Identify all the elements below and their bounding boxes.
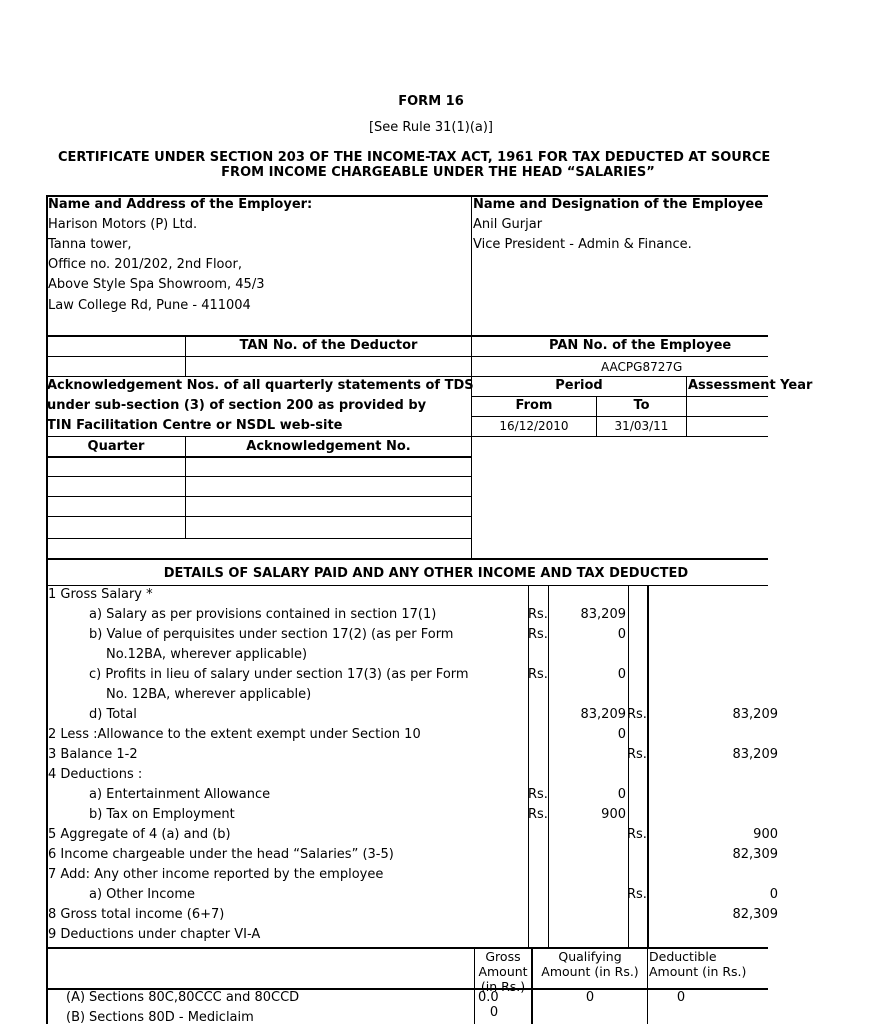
detail-row-label: 7 Add: Any other income reported by the employee bbox=[48, 867, 384, 882]
employer-address-line: Above Style Spa Showroom, 45/3 bbox=[48, 277, 265, 292]
pan-employee-label: PAN No. of the Employee bbox=[549, 338, 732, 353]
detail-row-label: 6 Income chargeable under the head “Salaries” (3-5) bbox=[48, 847, 394, 862]
rs-label: Rs. bbox=[627, 827, 647, 842]
detail-row-label: a) Salary as per provisions contained in section 17(1) bbox=[89, 607, 437, 622]
detail-row-label: d) Total bbox=[89, 707, 137, 722]
ch6-code: (A) bbox=[66, 990, 86, 1005]
certificate-title-line2: FROM INCOME CHARGEABLE UNDER THE HEAD “SALARIES” bbox=[221, 165, 655, 180]
table-left-border bbox=[46, 195, 48, 1024]
employer-address-line: Law College Rd, Pune - 411004 bbox=[48, 298, 251, 313]
divider-details bbox=[46, 558, 768, 560]
period-label: Period bbox=[555, 378, 603, 393]
ch6-gross: 0.0 bbox=[478, 990, 499, 1005]
detail-row-label: 3 Balance 1-2 bbox=[48, 747, 138, 762]
detail-total: 83,209 bbox=[732, 707, 778, 722]
ack-no-label: Acknowledgement No. bbox=[246, 439, 411, 454]
period-to-value: 31/03/11 bbox=[614, 419, 669, 433]
employer-address-line: Harison Motors (P) Ltd. bbox=[48, 217, 198, 232]
rs-label: Rs. bbox=[528, 607, 548, 622]
rs-label: Rs. bbox=[528, 787, 548, 802]
detail-amount: 83,209 bbox=[580, 707, 626, 722]
employee-name: Anil Gurjar bbox=[473, 217, 543, 232]
deductible-amount-label: Deductible Amount (in Rs.) bbox=[649, 949, 747, 979]
detail-row-label: 1 Gross Salary * bbox=[48, 587, 153, 602]
ch6-label: Sections 80C,80CCC and 80CCD bbox=[89, 990, 300, 1005]
certificate-title-line1: CERTIFICATE UNDER SECTION 203 OF THE INCOME-TAX ACT, 1961 FOR TAX DEDUCTED AT SOURCE bbox=[58, 150, 771, 165]
rs-label: Rs. bbox=[528, 667, 548, 682]
detail-amount: 0 bbox=[617, 727, 626, 742]
rule-reference: [See Rule 31(1)(a)] bbox=[368, 120, 494, 135]
ack-line1: Acknowledgement Nos. of all quarterly statements of TDS bbox=[47, 378, 474, 393]
employer-heading: Name and Address of the Employer: bbox=[48, 197, 313, 212]
gross-amount-label: Gross Amount (in Rs.) bbox=[478, 949, 528, 994]
employee-heading: Name and Designation of the Employee bbox=[473, 197, 764, 212]
employer-address-line: Tanna tower, bbox=[48, 237, 132, 252]
ch6-gross: 0 bbox=[489, 1005, 499, 1020]
quarter-label: Quarter bbox=[87, 439, 145, 454]
detail-amount: 0 bbox=[617, 667, 626, 682]
qualifying-amount-label: Qualifying Amount (in Rs.) bbox=[541, 949, 639, 979]
rs-label: Rs. bbox=[627, 887, 647, 902]
rs-label: Rs. bbox=[528, 807, 548, 822]
ch6-label: Sections 80D - Mediclaim bbox=[89, 1010, 254, 1025]
detail-total: 0 bbox=[769, 887, 778, 902]
detail-row-label: a) Entertainment Allowance bbox=[89, 787, 271, 802]
ack-line2: under sub-section (3) of section 200 as provided by bbox=[47, 398, 427, 413]
ch6-code: (B) bbox=[66, 1010, 86, 1025]
detail-total: 900 bbox=[753, 827, 778, 842]
period-to-label: To bbox=[633, 398, 650, 413]
tan-deductor-label: TAN No. of the Deductor bbox=[239, 338, 418, 353]
detail-row-label: b) Value of perquisites under section 17(2) (as per Form bbox=[89, 627, 454, 642]
rs-label: Rs. bbox=[528, 627, 548, 642]
detail-row-label: 5 Aggregate of 4 (a) and (b) bbox=[48, 827, 231, 842]
detail-row-label: b) Tax on Employment bbox=[89, 807, 235, 822]
pan-employee-value: AACPG8727G bbox=[601, 360, 683, 374]
column-divider-main bbox=[471, 196, 472, 558]
rs-label: Rs. bbox=[627, 747, 647, 762]
detail-total: 82,309 bbox=[732, 847, 778, 862]
form-title: FORM 16 bbox=[398, 94, 464, 109]
detail-total: 82,309 bbox=[732, 907, 778, 922]
ch6-qualifying: 0 bbox=[585, 990, 595, 1005]
ch6-deductible: 0 bbox=[676, 990, 686, 1005]
detail-row-label: No. 12BA, wherever applicable) bbox=[106, 687, 312, 702]
details-heading: DETAILS OF SALARY PAID AND ANY OTHER INCOME AND TAX DEDUCTED bbox=[163, 566, 689, 581]
assessment-year-label: Assessment Year bbox=[688, 378, 813, 393]
detail-amount: 900 bbox=[601, 807, 626, 822]
detail-amount: 83,209 bbox=[580, 607, 626, 622]
detail-row-label: 8 Gross total income (6+7) bbox=[48, 907, 225, 922]
period-from-label: From bbox=[515, 398, 553, 413]
detail-amount: 0 bbox=[617, 787, 626, 802]
employee-designation: Vice President - Admin & Finance. bbox=[473, 237, 692, 252]
detail-total: 83,209 bbox=[732, 747, 778, 762]
detail-row-label: 2 Less :Allowance to the extent exempt under Section 10 bbox=[48, 727, 421, 742]
rs-label: Rs. bbox=[627, 707, 647, 722]
detail-amount: 0 bbox=[617, 627, 626, 642]
period-from-value: 16/12/2010 bbox=[499, 419, 569, 433]
detail-row-label: 9 Deductions under chapter VI-A bbox=[48, 927, 261, 942]
ack-line3: TIN Facilitation Centre or NSDL web-site bbox=[47, 418, 343, 433]
detail-row-label: c) Profits in lieu of salary under section 17(3) (as per Form bbox=[89, 667, 469, 682]
employer-address-line: Office no. 201/202, 2nd Floor, bbox=[48, 257, 242, 272]
detail-row-label: 4 Deductions : bbox=[48, 767, 143, 782]
detail-row-label: a) Other Income bbox=[89, 887, 196, 902]
divider-ids bbox=[46, 335, 768, 337]
detail-row-label: No.12BA, wherever applicable) bbox=[106, 647, 308, 662]
